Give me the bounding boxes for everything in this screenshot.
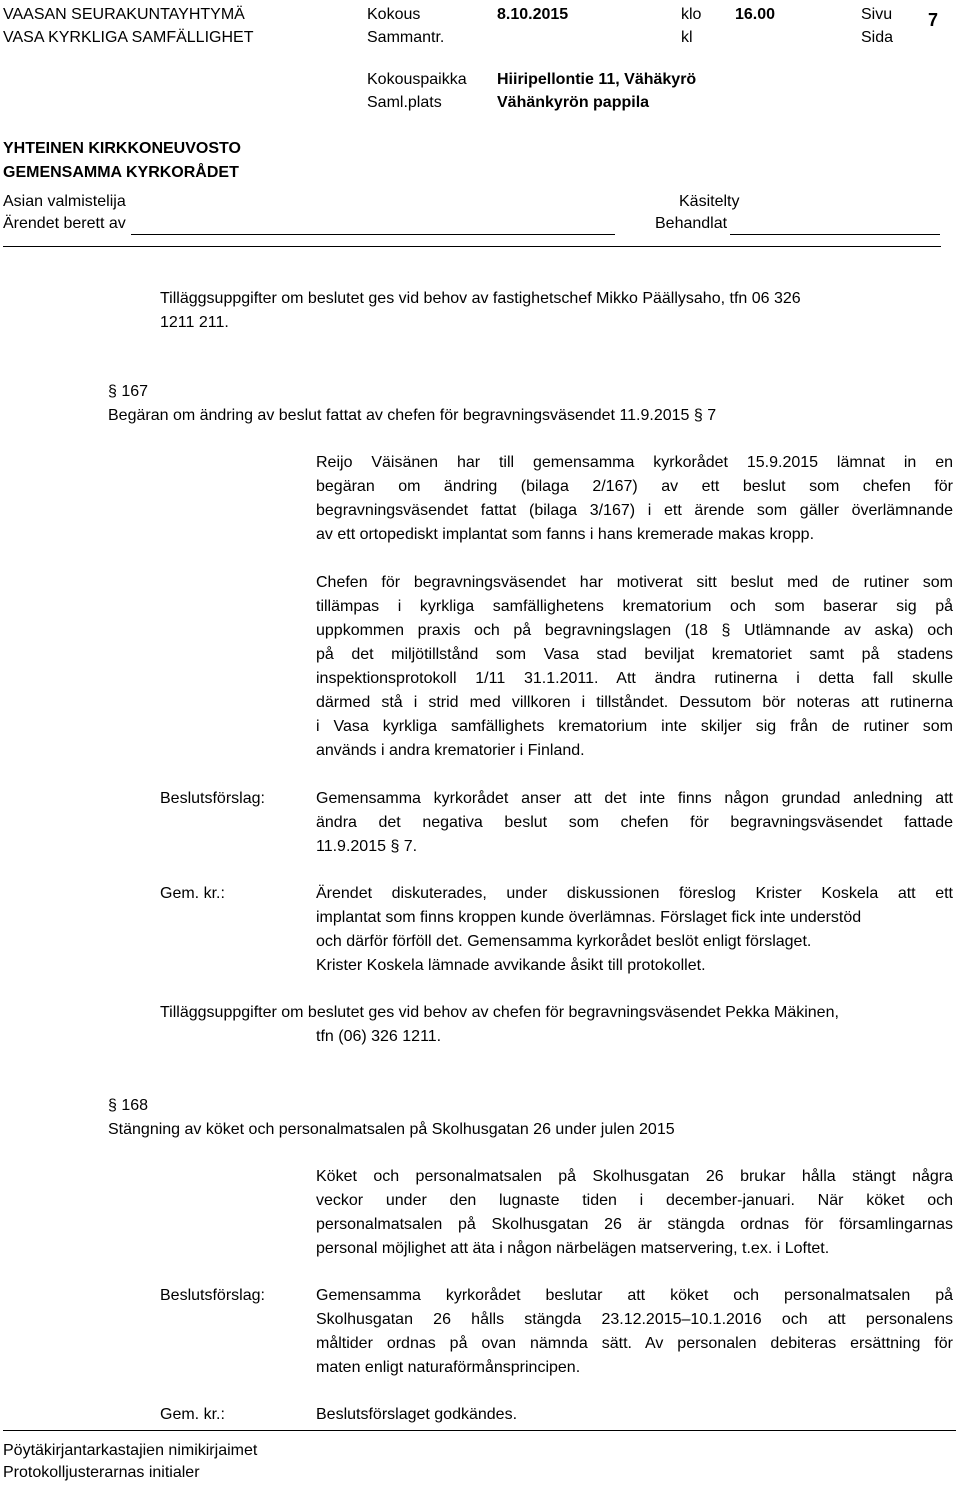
item-167-info-line: Tilläggsuppgifter om beslutet ges vid behov av chefen för begravningsväsendet Pekka Mäkinen, (160, 1004, 839, 1021)
paragraph-line: ändra det negativa beslut som chefen för begravningsväsendet fattade (316, 814, 953, 831)
meeting-place-sv: Vähänkyrön pappila (497, 94, 650, 111)
paragraph-line: i Vasa kyrkliga samfällighets krematorium inte skiljer sig från de rutiner som (316, 718, 953, 735)
paragraph-line: av ett ortopediskt implantat som fanns i hans kremerade makas kropp. (316, 526, 815, 543)
paragraph-line: Skolhusgatan 26 hålls stängda 23.12.2015–10.1.2016 och att personalens (316, 1311, 953, 1328)
paragraph-line: Chefen för begravningsväsendet har motiverat sitt beslut med de rutiner som (316, 574, 953, 591)
decision-label: Gem. kr.: (160, 1406, 225, 1423)
paragraph-line: Köket och personalmatsalen på Skolhusgatan 26 brukar hålla stängt några (316, 1168, 953, 1185)
item-title: Stängning av köket och personalmatsalen på Skolhusgatan 26 under julen 2015 (108, 1121, 675, 1138)
handled-label-sv: Behandlat (655, 215, 728, 232)
meeting-time: 16.00 (735, 6, 776, 23)
item-167-decision (316, 882, 953, 978)
item-167-info-line: tfn (06) 326 1211. (316, 1028, 442, 1045)
preparer-label-sv: Ärendet berett av (3, 215, 126, 232)
item-168-proposal (316, 1284, 953, 1380)
paragraph-line: Gemensamma kyrkorådet beslutar att köket och personalmatsalen på (316, 1287, 953, 1304)
place-label-sv: Saml.plats (367, 94, 442, 111)
paragraph-line: begäran om ändring (bilaga 2/167) av ett beslut som chefen för (316, 478, 953, 495)
meeting-place-fi: Hiiripellontie 11, Vähäkyrö (497, 71, 697, 88)
item-title: Begäran om ändring av beslut fattat av chefen för begravningsväsendet 11.9.2015 § 7 (108, 407, 717, 424)
paragraph-line: måltider ordnas på ovan nämnda sätt. Av personalen debiteras ersättning för (316, 1335, 953, 1352)
time-label-sv: kl (681, 29, 693, 46)
paragraph-line: Gemensamma kyrkorådet anser att det inte finns någon grundad anledning att (316, 790, 953, 807)
footer-initials-sv: Protokolljusterarnas initialer (3, 1464, 200, 1481)
item-167-proposal (316, 787, 953, 859)
paragraph-line: och därför förföll det. Gemensamma kyrkorådet beslöt enligt förslaget. (316, 933, 812, 950)
decision-label: Gem. kr.: (160, 885, 225, 902)
paragraph-line: Krister Koskela lämnade avvikande åsikt till protokollet. (316, 957, 706, 974)
paragraph-line: implantat som finns kroppen kunde överlämnas. Förslaget fick inte understöd (316, 909, 862, 926)
item-number: § 167 (108, 383, 149, 400)
proposal-label: Beslutsförslag: (160, 1287, 265, 1304)
paragraph-line: veckor under den lugnaste tiden i december-januari. När köket och (316, 1192, 953, 1209)
proposal-label: Beslutsförslag: (160, 790, 265, 807)
intro-info-line: 1211 211. (160, 314, 229, 331)
org-name-sv: VASA KYRKLIGA SAMFÄLLIGHET (3, 29, 254, 46)
paragraph-line: på det miljötillstånd som Vasa stad beviljat krematoriet samt på stadens (316, 646, 953, 663)
meeting-label-fi: Kokous (367, 6, 421, 23)
handled-label-fi: Käsitelty (679, 193, 740, 210)
footer-initials-fi: Pöytäkirjantarkastajien nimikirjaimet (3, 1442, 258, 1459)
paragraph-line: personalmatsalen på Skolhusgatan 26 är stängda ordnas för församlingarnas (316, 1216, 953, 1233)
preparer-signature-line (131, 234, 615, 235)
item-167-paragraph-1 (316, 451, 953, 547)
paragraph-line: uppkommen praxis och på begravningslagen (18 § Utlämnande av aska) och (316, 622, 953, 639)
meeting-label-sv: Sammantr. (367, 29, 445, 46)
item-number: § 168 (108, 1097, 149, 1114)
paragraph-line: 11.9.2015 § 7. (316, 838, 418, 855)
time-label-fi: klo (681, 6, 702, 23)
paragraph-line: Reijo Väisänen har till gemensamma kyrkorådet 15.9.2015 lämnat in en (316, 454, 953, 471)
paragraph-line: maten enligt naturaförmånsprincipen. (316, 1359, 581, 1376)
place-label-fi: Kokouspaikka (367, 71, 467, 88)
body-name-sv: GEMENSAMMA KYRKORÅDET (3, 164, 239, 181)
footer-divider (3, 1430, 956, 1431)
paragraph-line: därmed stå i strid med villkoren i tillståndet. Dessutom bör noteras att rutinerna (316, 694, 953, 711)
meeting-date: 8.10.2015 (497, 6, 569, 23)
header-divider (3, 246, 941, 247)
item-168-decision: Beslutsförslaget godkändes. (316, 1406, 518, 1423)
handled-signature-line (730, 234, 940, 235)
item-168-paragraph-1 (316, 1165, 953, 1261)
paragraph-line: inspektionsprotokoll 1/11 31.1.2011. Att ändra rutinerna i detta fall skulle (316, 670, 953, 687)
intro-info-line: Tilläggsuppgifter om beslutet ges vid behov av fastighetschef Mikko Päällysaho, tfn 06 326 (160, 290, 801, 307)
page-label-sv: Sida (861, 29, 894, 46)
paragraph-line: personal möjlighet att äta i någon närbelägen matservering, t.ex. i Loftet. (316, 1240, 830, 1257)
paragraph-line: används i andra krematorier i Finland. (316, 742, 585, 759)
preparer-label-fi: Asian valmistelija (3, 193, 126, 210)
body-name-fi: YHTEINEN KIRKKONEUVOSTO (3, 140, 241, 157)
item-167-paragraph-2 (316, 571, 953, 763)
paragraph-line: tillämpas i kyrkliga samfällighetens krematorium och som baserar sig på (316, 598, 953, 615)
org-name-fi: VAASAN SEURAKUNTAYHTYMÄ (3, 6, 245, 23)
paragraph-line: begravningsväsendet fattat (bilaga 3/167) i ett ärende som gäller överlämnande (316, 502, 953, 519)
paragraph-line: Ärendet diskuterades, under diskussionen föreslog Krister Koskela att ett (316, 885, 953, 902)
page-number: 7 (928, 10, 939, 30)
page-label-fi: Sivu (861, 6, 893, 23)
